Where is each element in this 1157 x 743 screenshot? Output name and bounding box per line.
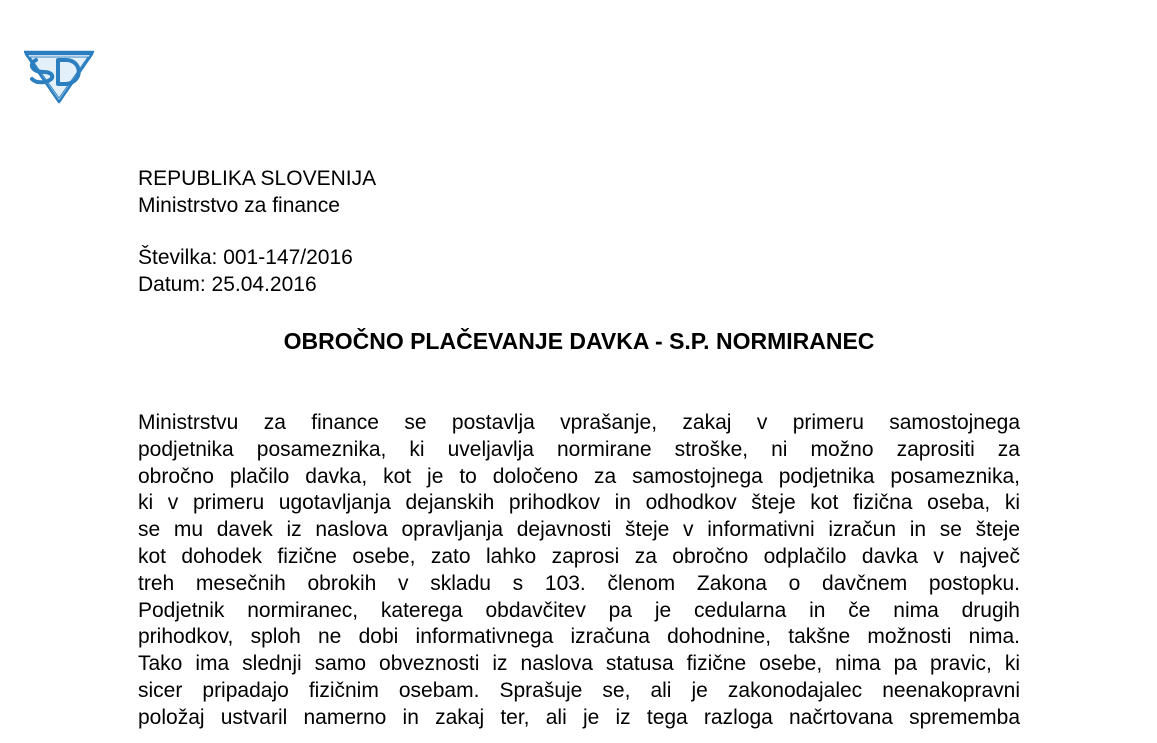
body-line: prihodkov, sploh ne dobi informativnega izračuna dohodnine, takšne možnosti nima. <box>138 625 1020 649</box>
document-date: Datum: 25.04.2016 <box>138 273 317 296</box>
ministry-shield-logo-icon <box>22 46 96 104</box>
body-line: treh mesečnih obrokih v skladu s 103. členom Zakona o davčnem postopku. <box>138 571 1020 595</box>
document-header <box>138 165 376 298</box>
body-line: se mu davek iz naslova opravljanja dejavnosti šteje v informativni izračun in se šteje <box>138 518 1020 542</box>
body-line: obročno plačilo davka, kot je to določeno za samostojnega podjetnika posameznika, <box>138 464 1020 488</box>
body-line: kot dohodek fizične osebe, zato lahko zaprosi za obročno odplačilo davka v največ <box>138 544 1020 568</box>
document-number: Številka: 001-147/2016 <box>138 246 353 269</box>
body-line: podjetnika posameznika, ki uveljavlja normirane stroške, ni možno zaprositi za <box>138 437 1020 461</box>
body-line: Ministrstvu za finance se postavlja vprašanje, zakaj v primeru samostojnega <box>138 411 1020 434</box>
body-line: ki v primeru ugotavljanja dejanskih prihodkov in odhodkov šteje kot fizična oseba, ki <box>138 491 1020 515</box>
body-line: položaj ustvaril namerno in zakaj ter, ali je iz tega razloga načrtovana sprememba <box>138 705 1020 729</box>
body-line: Podjetnik normiranec, katerega obdavčitev pa je cedularna in če nima drugih <box>138 598 1020 622</box>
ministry-name: Ministrstvo za finance <box>138 194 340 217</box>
body-line: sicer pripadajo fizičnim osebam. Sprašuje se, ali je zakonodajalec neenakopravni <box>138 678 1020 702</box>
country-name: REPUBLIKA SLOVENIJA <box>138 167 377 190</box>
body-line: Tako ima slednji samo obveznosti iz naslova statusa fizične osebe, nima pa pravic, ki <box>138 652 1020 676</box>
document-body <box>138 410 1020 732</box>
document-title: OBROČNO PLAČEVANJE DAVKA - S.P. NORMIRANEC <box>283 328 875 354</box>
